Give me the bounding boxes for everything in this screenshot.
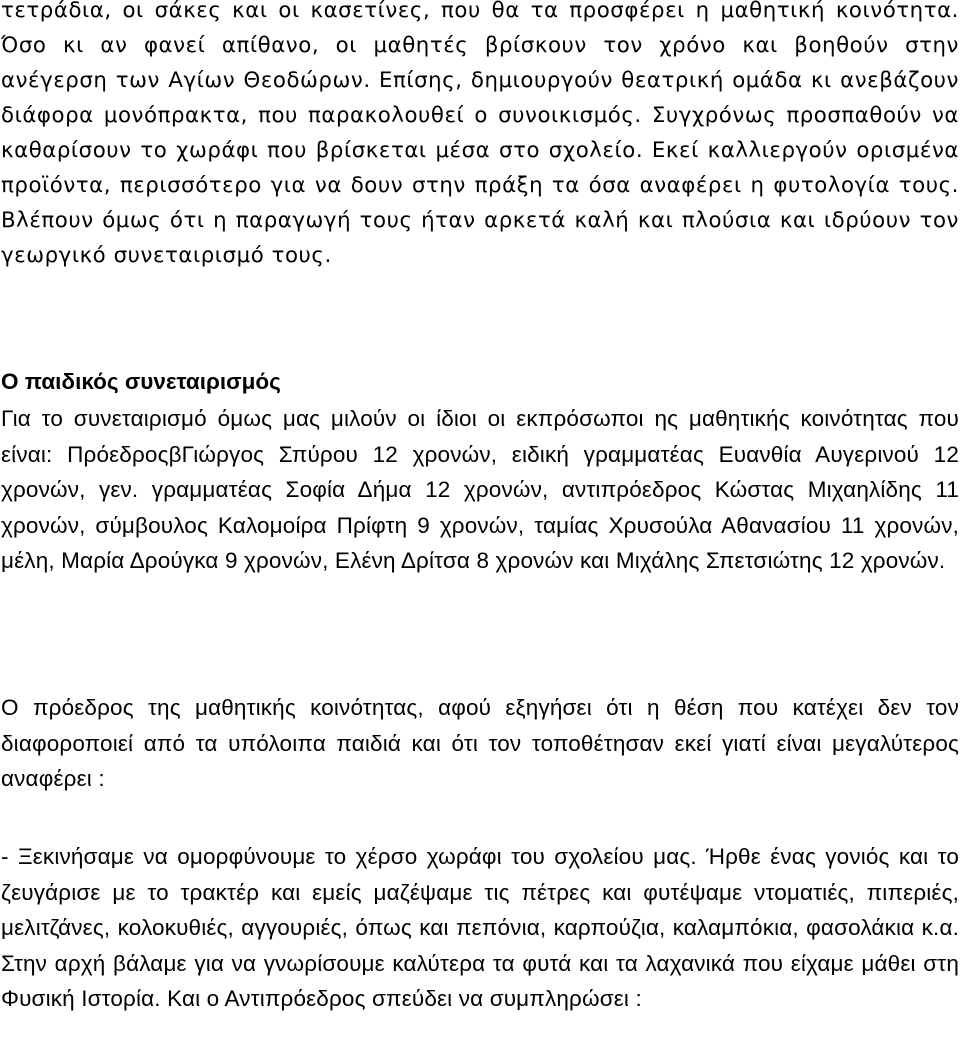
cooperative-paragraph: Για το συνεταιρισμό όμως μας μιλούν οι ίδιοι οι εκπρόσωποι ης μαθητικής κοινότητας που είναι: ΠρόεδροςβΓιώργος Σπύρου 12 χρονών, ειδική γραμματέας Ευανθία Αυγερινού 12 χρονών, γεν. γραμματέας Σοφία Δήμα 12 χρονών, αντιπρόεδρος Κώστας Μιχαηλίδης 11 χρονών, σύμβουλος Καλομοίρα Πρίφτη 9 χρονών, ταμίας Χρυσούλα Αθανασίου 11 χρονών, μέλη, Μαρία Δρούγκα 9 χρονών, Ελένη Δρίτσα 8 χρονών και Μιχάλης Σπετσιώτης 12 χρονών. [1,406,959,573]
section-heading: Ο παιδικός συνεταιρισμός [1,369,281,394]
quote-paragraph: - Ξεκινήσαμε να ομορφύνουμε το χέρσο χωράφι του σχολείου μας. Ήρθε ένας γονιός και το ζευγάρισε με το τρακτέρ και εμείς μαζέψαμε τις πέτρες και φυτέψαμε ντοματιές, πιπεριές, μελιτζάνες, κολοκυθιές, αγγουριές, όπως και πεπόνια, καρπούζια, καλαμπόκια, φασολάκια κ.α. Στην αρχή βάλαμε για να γνωρίσουμε καλύτερα τα φυτά και τα λαχανικά που είχαμε μάθει στη Φυσική Ιστορία. Και ο Αντιπρόεδρος σπεύδει να συμπληρώσει : [1,844,959,1011]
intro-paragraph: τετράδια, οι σάκες και οι κασετίνες, που θα τα προσφέρει η μαθητική κοινότητα. Όσο κι αν φανεί απίθανο, οι μαθητές βρίσκουν τον χρόνο και βοηθούν στην ανέγερση των Αγίων Θεοδώρων. Επίσης, δημιουργούν θεατρική ομάδα κι ανεβάζουν διάφορα μονόπρακτα, που παρακολουθεί ο συνοικισμός. Συγχρόνως προσπαθούν να καθαρίσουν το χωράφι που βρίσκεται μέσα στο σχολείο. Εκεί καλλιεργούν ορισμένα προϊόντα, περισσότερο για να δουν στην πράξη τα όσα αναφέρει η φυτολογία τους. Βλέπουν όμως ότι η παραγωγή τους ήταν αρκετά καλή και πλούσια και ιδρύουν τον γεωργικό συνεταιρισμό τους. [1,0,959,268]
president-paragraph: Ο πρόεδρος της μαθητικής κοινότητας, αφού εξηγήσει ότι η θέση που κατέχει δεν τον διαφοροποιεί από τα υπόλοιπα παιδιά και ότι τον τοποθέτησαν εκεί γιατί είναι μεγαλύτερος αναφέρει : [1,695,959,791]
